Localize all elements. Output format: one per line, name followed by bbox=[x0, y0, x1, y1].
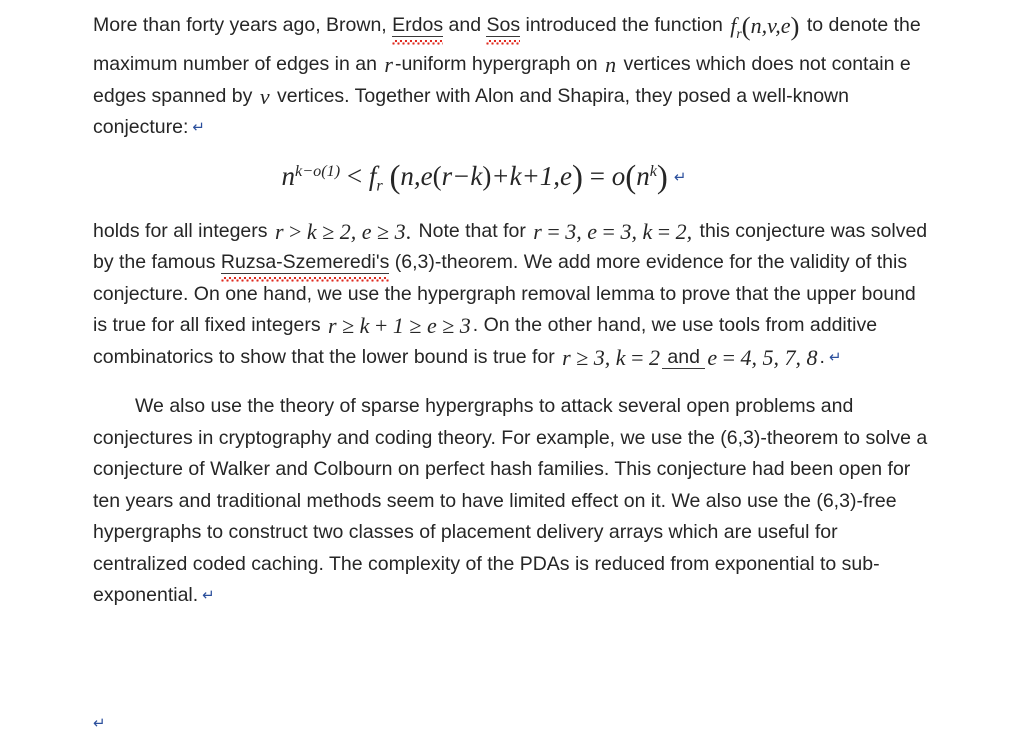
cond-text-6: and bbox=[661, 345, 706, 368]
math-condition-2[interactable]: r = 3, e = 3, k = 2, bbox=[533, 218, 693, 244]
cond-text-2: Note that for bbox=[413, 219, 532, 242]
math-inline-v[interactable]: v bbox=[259, 83, 270, 109]
document-body bbox=[93, 10, 933, 612]
equation-content: $n^{k-o(1)} < f_r$ $(n,e(r-k)+k+1,e) = o(n^k)$ bbox=[281, 159, 668, 196]
applications-paragraph-mark: ↵ bbox=[202, 586, 215, 605]
math-inline-n[interactable]: n bbox=[605, 52, 617, 78]
conditions-paragraph-mark: ↵ bbox=[828, 347, 842, 366]
math-condition-3[interactable]: r ≥ k + 1 ≥ e ≥ 3 bbox=[328, 313, 471, 339]
cond-text-3: this conjecture was solved by the famous bbox=[93, 219, 928, 274]
display-equation[interactable] bbox=[63, 156, 903, 202]
math-inline-r[interactable]: r bbox=[384, 52, 393, 78]
intro-text-6: vertices which does not contain e edges spanned by bbox=[93, 53, 911, 107]
misspelled-word-erdos[interactable] bbox=[392, 10, 443, 42]
paragraph-intro bbox=[93, 10, 933, 144]
intro-text-2: and bbox=[443, 14, 487, 36]
math-inline-fr[interactable]: $f_r(n,v,e)$ bbox=[730, 11, 800, 42]
applications-text: We also use the theory of sparse hypergraphs to attack several open problems and conjectures in cryptography and coding theory. For example, we use the (6,3)-theorem to solve a conjecture of Walker and Colbourn on perfect hash families. This conjecture had been open for ten years and traditional methods seem to have limited effect on it. We also use the (6,3)-free hypergraphs to construct two classes of placement delivery arrays which are useful for centralized coded caching. The complexity of the PDAs is reduced from exponential to sub-exponential. bbox=[93, 395, 928, 607]
intro-text-1: More than forty years ago, Brown, bbox=[93, 14, 393, 36]
math-condition-1[interactable]: r > k ≥ 2, e ≥ 3. bbox=[274, 218, 412, 244]
trailing-paragraph-mark: ↵ bbox=[93, 714, 106, 732]
misspelled-word-sos[interactable] bbox=[486, 10, 520, 42]
intro-text-7: vertices. Together with Alon and Shapira, they posed a well-known conjecture: bbox=[93, 84, 849, 139]
cond-text-7: . bbox=[819, 345, 825, 368]
paragraph-spacer bbox=[93, 373, 933, 391]
paragraph-conditions bbox=[93, 216, 933, 374]
intro-text-5: -uniform hypergraph on bbox=[394, 53, 604, 76]
cond-text-1: holds for all integers bbox=[93, 219, 273, 242]
intro-text-3: introduced the function bbox=[520, 14, 729, 36]
misspelled-word-sos-text: Sos bbox=[486, 14, 521, 36]
paragraph-applications bbox=[93, 391, 933, 612]
math-condition-4[interactable]: r ≥ 3, k = 2 bbox=[562, 344, 660, 370]
misspelled-word-ruzsa-szemeredi[interactable] bbox=[221, 247, 389, 279]
paragraph-mark: ↵ bbox=[192, 118, 205, 137]
misspelled-word-erdos-text: Erdos bbox=[392, 14, 444, 36]
math-condition-5[interactable]: e = 4, 5, 7, 8 bbox=[707, 344, 818, 370]
equation-paragraph-mark: ↵ bbox=[673, 167, 687, 186]
cond-text-5: . On the other hand, we use tools from additive combinatorics to show that the lower bound is true for bbox=[93, 314, 878, 368]
misspelled-word-ruzsa-text: Ruzsa-Szemeredi's bbox=[220, 251, 390, 274]
intro-text-4: to denote the maximum number of edges in an bbox=[93, 14, 921, 76]
cond-text-4: (6,3)-theorem. We add more evidence for the validity of this conjecture. On one hand, we use the hypergraph removal lemma to prove that the upper bound is true for all fixed integers bbox=[93, 251, 916, 337]
